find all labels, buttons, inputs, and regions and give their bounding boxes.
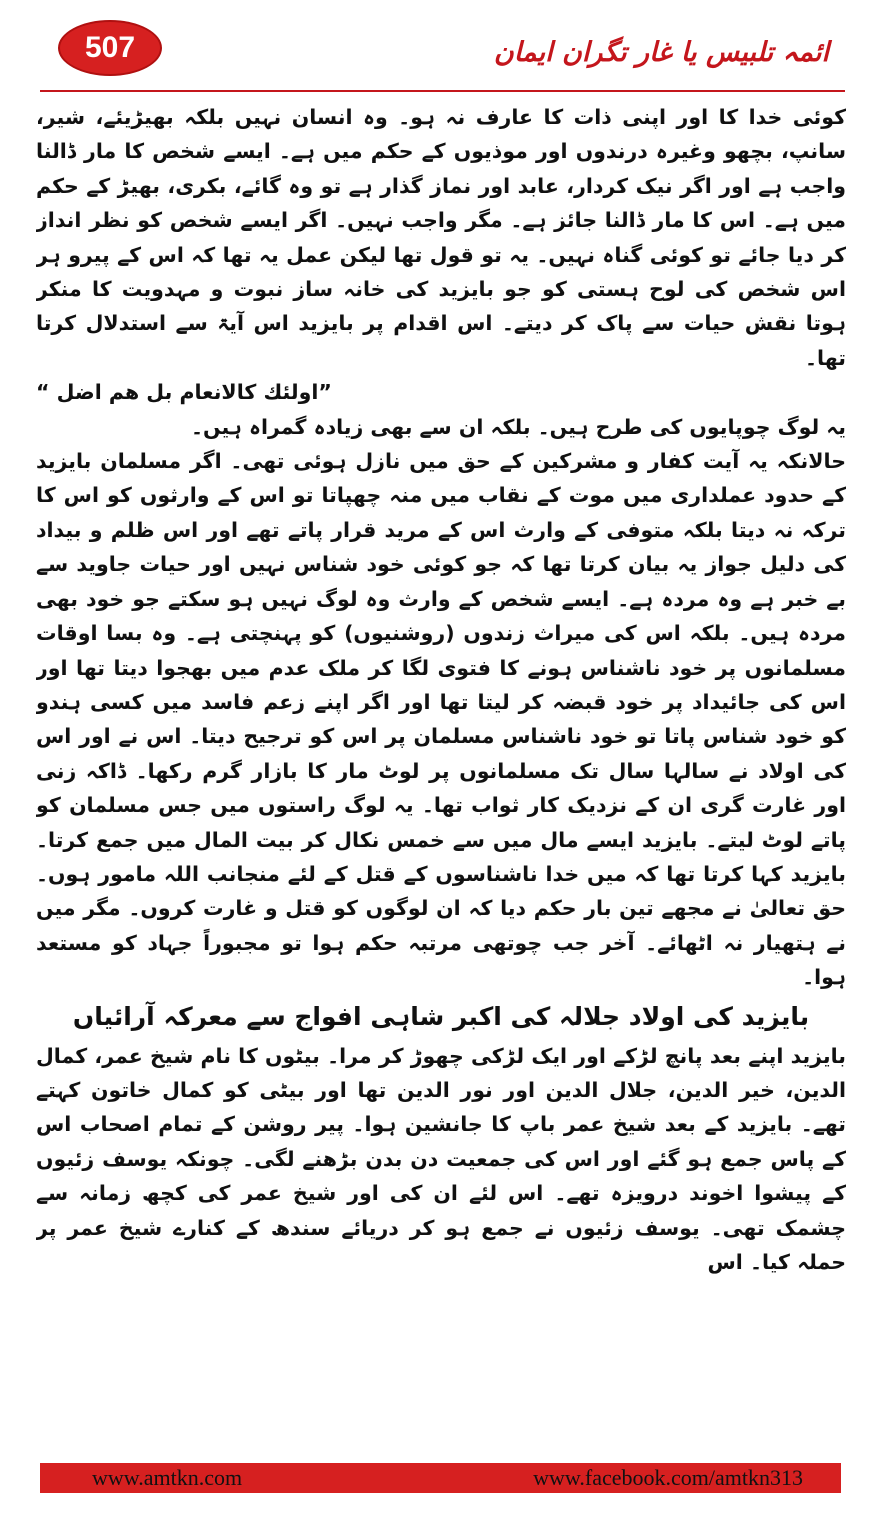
paragraph-1: کوئی خدا کا اور اپنی ذات کا عارف نہ ہو۔ وہ انسان نہیں بلکہ بھیڑیئے، شیر، سانپ، بچھو وغیرہ درندوں اور موذیوں کے حکم میں ہے۔ ایسے شخص کا مار ڈالنا واجب ہے اور اگر نیک کردار، عابد اور نماز گذار ہے تو وہ گائے، بکری، بھیڑ کے حکم میں ہے۔ اس کا مار ڈالنا جائز ہے۔ مگر واجب نہیں۔ اگر ایسے شخص کو نظر انداز کر دیا جائے تو کوئی گناہ نہیں۔ یہ تو قول تھا لیکن عمل یہ تھا کہ اس کے پیرو ہر اس شخص کی لوح ہستی کو جو بایزید کی خانہ ساز نبوت و مہدویت کا منکر ہوتا نقش حیات سے پاک کر دیتے۔ اس اقدام پر بایزید اس آیۃ سے استدلال کرتا تھا۔ <box>36 105 846 370</box>
header-divider <box>40 90 845 92</box>
quran-quote: ”اولئك كالانعام بل هم اضل “ <box>36 380 332 405</box>
facebook-link[interactable]: www.facebook.com/amtkn313 <box>533 1465 803 1490</box>
paragraph-3: حالانکہ یہ آیت کفار و مشرکین کے حق میں نازل ہوئی تھی۔ اگر مسلمان بایزید کے حدود عملداری میں موت کے نقاب میں منہ چھپاتا تو اس کے وارثوں کو اس کا ترکہ نہ دیتا بلکہ متوفی کے وارث اس کے مرید قرار پاتے تھے اور اس ظلم و بیداد کی دلیل جواز یہ بیان کرتا تھا کہ جو کوئی خود شناس نہیں اور حیات جاوید سے بے خبر ہے وہ مردہ ہے۔ ایسے شخص کے وارث وہ لوگ نہیں ہو سکتے جو خود بھی مردہ ہیں۔ بلکہ اس کی میراث زندوں (روشنیوں) کو پہنچتی ہے۔ وہ بسا اوقات مسلمانوں پر خود ناشناس ہونے کا فتوی لگا کر ملک عدم میں بھجوا دیتا تھا اور اس کی جائیداد پر خود قبضہ کر لیتا تھا اور اگر اپنے زعم فاسد میں کسی ہندو کو خود شناس پاتا تو خود ناشناس مسلمان پر اس کو ترجیح دیتا۔ اس نے اور اس کی اولاد نے سالہا سال تک مسلمانوں پر لوٹ مار کا بازار گرم رکھا۔ ڈاکہ زنی اور غارت گری ان کے نزدیک کار ثواب تھا۔ یہ لوگ راستوں میں جس مسلمان کو پاتے لوٹ لیتے۔ بایزید ایسے مال میں سے خمس نکال کر بیت المال میں جمع کرتا۔ بایزید کہا کرتا تھا کہ میں خدا ناشناسوں کے قتل کے لئے منجانب اللہ مامور ہوں۔ حق تعالیٰ نے مجھے تین بار حکم دیا کہ ان لوگوں کو قتل و غارت کروں۔ مگر میں نے ہتھیار نہ اٹھائے۔ آخر جب چوتھی مرتبہ حکم ہوا تو مجبوراً جہاد کو مستعد ہوا۔ <box>36 449 846 990</box>
paragraph-2: یہ لوگ چوپایوں کی طرح ہیں۔ بلکہ ان سے بھی زیادہ گمراہ ہیں۔ <box>191 414 846 439</box>
section-heading: بایزید کی اولاد جلالہ کی اکبر شاہی افواج سے معرکہ آرائیاں <box>72 1001 810 1031</box>
page-body <box>36 100 846 1420</box>
page-header <box>0 0 881 100</box>
page-number-badge: 507 <box>58 20 162 76</box>
paragraph-4: بایزید اپنے بعد پانچ لڑکے اور ایک لڑکی چھوڑ کر مرا۔ بیٹوں کا نام شیخ عمر، کمال الدین، خیر الدین، جلال الدین اور نور الدین تھا اور بیٹی کو کمال خاتون کہتے تھے۔ بایزید کے بعد شیخ عمر باپ کا جانشین ہوا۔ پیر روشن کے تمام اصحاب اس کے پاس جمع ہو گئے اور اس کی جمعیت دن بدن بڑھنے لگی۔ چونکہ یوسف زئیوں کے پیشوا اخوند درویزہ تھے۔ اس لئے ان کی اور شیخ عمر کی کچھ زمانہ سے چشمک تھی۔ یوسف زئیوں نے جمع ہو کر دریائے سندھ کے کنارے شیخ عمر پر حملہ کیا۔ اس <box>36 1043 846 1274</box>
book-title: ائمہ تلبیس یا غار تگران ایمان <box>493 37 829 68</box>
website-link[interactable]: www.amtkn.com <box>92 1465 243 1490</box>
page-footer <box>40 1463 841 1493</box>
